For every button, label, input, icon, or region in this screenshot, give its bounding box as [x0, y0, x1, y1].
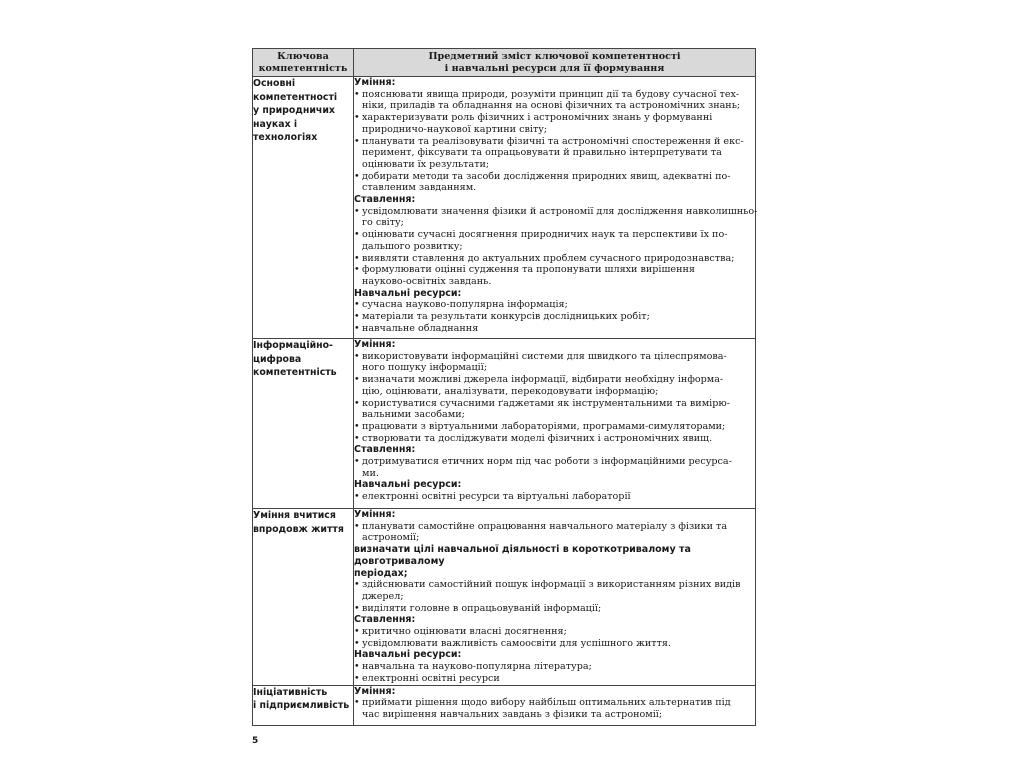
list-item-line: вальними засобами;	[362, 409, 465, 421]
list-item-line: матеріали та результати конкурсів дослідницьких робіт;	[362, 311, 650, 323]
list-item-line: час вирішення навчальних завдань з фізики та астрономії;	[362, 708, 663, 720]
list-item-line: го світу;	[362, 217, 404, 229]
bullet-list	[354, 521, 755, 544]
section-heading: Навчальні ресурси:	[354, 287, 462, 299]
list-item-line: формулювати оцінні судження та пропонувати шляхи вирішення	[362, 264, 695, 276]
section-heading: Уміння:	[354, 339, 396, 350]
list-item	[354, 603, 755, 615]
list-item	[354, 521, 755, 544]
content-cell	[354, 685, 756, 725]
list-item-line: здійснювати самостійний пошук інформації з використанням різних видів	[362, 579, 741, 591]
competence-name-line: компетентності	[253, 91, 338, 103]
list-item	[354, 229, 755, 252]
competence-name-line: науках і	[253, 118, 298, 130]
list-item	[354, 673, 755, 685]
list-item	[354, 253, 755, 265]
list-item-line: навчальна та науково-популярна література;	[362, 661, 592, 673]
section-heading: періодах;	[354, 567, 408, 579]
list-item-line: планувати та реалізовувати фізичні та астрономічні спостереження й екс-	[362, 135, 744, 147]
header-subject-content-line: і навчальні ресурси для її формування	[444, 63, 665, 74]
competence-name-line: у природничих	[253, 105, 335, 117]
list-item-line: створювати та досліджувати моделі фізичних і астрономічних явищ.	[362, 432, 713, 444]
competence-name-line: і підприємливість	[253, 700, 350, 712]
competence-cell	[253, 509, 354, 686]
header-key-competence-line: Ключова	[277, 51, 329, 62]
competence-cell	[253, 77, 354, 339]
list-item-line: пояснювати явища природи, розуміти принцип дії та будову сучасної тех-	[362, 88, 740, 100]
list-item	[354, 136, 755, 171]
list-item	[354, 626, 755, 638]
bullet-list	[354, 299, 755, 334]
list-item-line: ми.	[362, 467, 379, 479]
list-item-line: приймати рішення щодо вибору найбільш оптимальних альтернатив під	[362, 697, 731, 709]
bullet-list	[354, 491, 755, 503]
list-item-line: ніки, приладів та обладнання на основі фізичних та астрономічних знань;	[362, 100, 741, 112]
section-heading: Ставлення:	[354, 194, 416, 206]
list-item-line: ставленим завданням.	[362, 182, 477, 194]
table-row	[253, 77, 756, 339]
list-item-line: джерел;	[362, 590, 404, 602]
content-cell	[354, 509, 756, 686]
header-subject-content-line: Предметний зміст ключової компетентності	[428, 51, 681, 62]
section-heading: визначати цілі навчальної діяльності в короткотривалому та довготривалому	[354, 544, 691, 567]
list-item	[354, 456, 755, 479]
list-item	[354, 323, 755, 335]
section-heading: Ставлення:	[354, 444, 416, 456]
list-item	[354, 171, 755, 194]
list-item-line: сучасна науково-популярна інформація;	[362, 299, 568, 311]
header-subject-content	[354, 49, 756, 77]
bullet-list	[354, 205, 758, 288]
list-item	[354, 311, 755, 323]
list-item	[354, 579, 755, 602]
list-item-line: оцінювати їх результати;	[362, 158, 490, 170]
list-item-line: добирати методи та засоби дослідження природних явищ, адекватні по-	[362, 170, 731, 182]
bullet-list	[354, 89, 755, 194]
list-item-line: оцінювати сучасні досягнення природничих наук та перспективи їх по-	[362, 229, 728, 241]
section-heading: Навчальні ресурси:	[354, 479, 462, 491]
list-item	[354, 421, 755, 433]
list-item	[354, 433, 755, 445]
list-item-line: перимент, фіксувати та опрацьовувати й правильно інтерпретувати та	[362, 147, 722, 159]
competence-name-line: Основні	[253, 78, 296, 89]
list-item-line: виділяти головне в опрацьовуваній інформації;	[362, 602, 602, 614]
content-cell	[354, 339, 756, 509]
list-item-line: цію, оцінювати, аналізувати, перекодовувати інформацію;	[362, 385, 659, 397]
section-heading: Ставлення:	[354, 614, 416, 626]
bullet-list	[354, 697, 755, 720]
list-item-line: визначати можливі джерела інформації, відбирати необхідну інформа-	[362, 374, 724, 386]
page-number: 5	[252, 736, 259, 746]
list-item-line: усвідомлювати важливість самоосвіти для успішного життя.	[362, 637, 671, 649]
list-item	[354, 398, 755, 421]
bullet-list	[354, 626, 755, 649]
list-item-line: використовувати інформаційні системи для швидкого та цілеспрямова-	[362, 350, 727, 362]
list-item	[354, 491, 755, 503]
list-item-line: астрономії;	[362, 532, 420, 544]
table-row	[253, 509, 756, 686]
competence-name-line: Інформаційно-	[253, 340, 333, 351]
list-item-line: дальшого розвитку;	[362, 240, 463, 252]
list-item	[354, 205, 758, 229]
list-item	[354, 112, 755, 135]
section-heading: Уміння:	[354, 509, 396, 520]
list-item	[354, 264, 755, 287]
list-item-line: навчальне обладнання	[362, 322, 479, 334]
list-item-line: критично оцінювати власні досягнення;	[362, 626, 567, 638]
section-heading: Навчальні ресурси:	[354, 649, 462, 661]
competence-name-line: технологіях	[253, 132, 318, 144]
list-item	[354, 661, 755, 673]
list-item-line: виявляти ставлення до актуальних проблем сучасного природознавства;	[362, 252, 735, 264]
list-item-line: електронні освітні ресурси та віртуальні лабораторії	[362, 491, 631, 503]
competence-cell	[253, 685, 354, 725]
list-item-line: користуватися сучасними ґаджетами як інструментальними та вимірю-	[362, 397, 730, 409]
content-cell	[354, 77, 756, 339]
list-item-line: працювати з віртуальними лабораторіями, програмами-симуляторами;	[362, 420, 726, 432]
section-heading: Уміння:	[354, 685, 396, 697]
bullet-list	[354, 579, 755, 614]
list-item-line: електронні освітні ресурси	[362, 672, 500, 684]
bullet-list	[354, 661, 755, 684]
bullet-list	[354, 351, 755, 445]
competence-name-line: компетентність	[253, 367, 337, 379]
list-item-line: науково-освітніх завдань.	[362, 275, 492, 287]
header-key-competence-line: компетентність	[258, 63, 348, 74]
header-key-competence	[253, 49, 354, 77]
section-heading: Уміння:	[354, 77, 396, 88]
list-item-line: усвідомлювати значення фізики й астрономії для дослідження навколишньо-	[362, 205, 758, 217]
table-row	[253, 685, 756, 725]
competence-name-line: впродовж життя	[253, 523, 344, 535]
list-item-line: дотримуватися етичних норм під час роботи з інформаційними ресурса-	[362, 456, 732, 468]
list-item-line: природничо-наукової картини світу;	[362, 123, 548, 135]
competence-name-line: Ініціативність	[253, 686, 328, 698]
list-item	[354, 299, 755, 311]
list-item	[354, 697, 755, 720]
competence-name-line: Уміння вчитися	[253, 510, 336, 521]
competence-name-line: цифрова	[253, 353, 302, 365]
list-item	[354, 351, 755, 374]
list-item-line: планувати самостійне опрацювання навчального матеріалу з фізики та	[362, 520, 728, 532]
list-item	[354, 638, 755, 650]
list-item	[354, 374, 755, 397]
list-item-line: ного пошуку інформації;	[362, 362, 488, 374]
table-row	[253, 339, 756, 509]
competence-cell	[253, 339, 354, 509]
list-item	[354, 89, 755, 112]
table-header-row	[253, 49, 756, 77]
competence-table	[252, 48, 756, 726]
list-item-line: характеризувати роль фізичних і астрономічних знань у формуванні	[362, 112, 713, 124]
bullet-list	[354, 456, 755, 479]
